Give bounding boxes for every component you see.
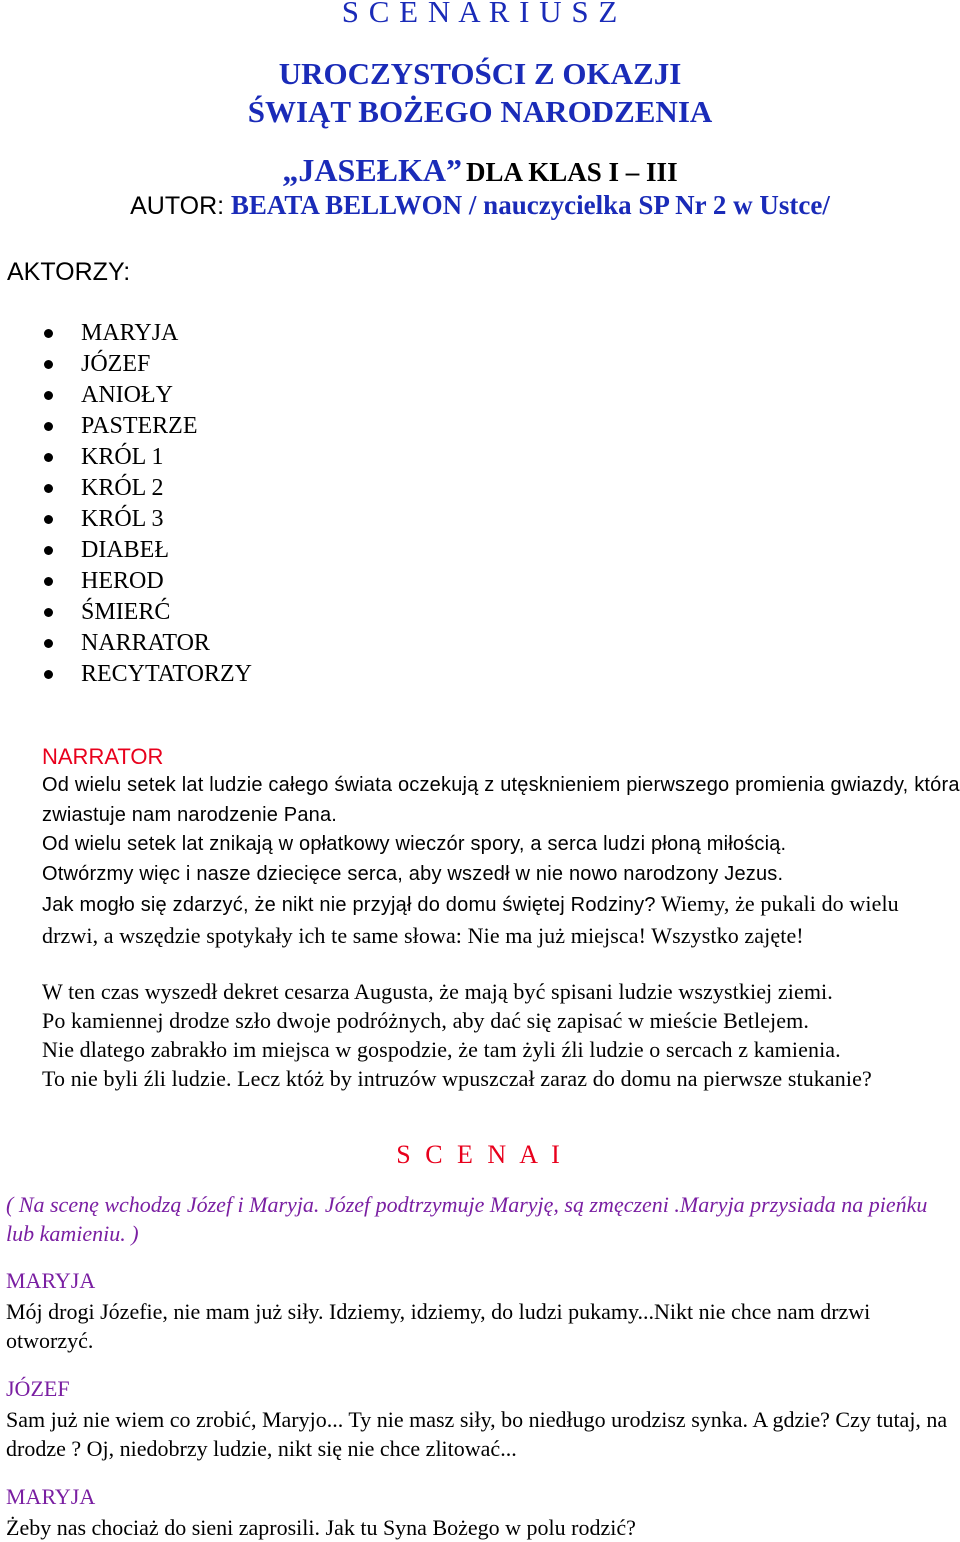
narrator-paragraph-7: Nie dlatego zabrakło im miejsca w gospodzie, że tam żyli źli ludzie o sercach z kamienia. — [42, 1037, 841, 1062]
list-item: HEROD — [0, 566, 252, 597]
list-item: MARYJA — [0, 318, 252, 349]
list-item: RECYTATORZY — [0, 659, 252, 690]
role-jozef: JÓZEF — [6, 1376, 70, 1401]
bullet-icon — [44, 608, 53, 617]
list-item: KRÓL 3 — [0, 504, 252, 535]
bullet-icon — [44, 546, 53, 555]
author-label: AUTOR: — [130, 192, 225, 220]
list-item: DIABEŁ — [0, 535, 252, 566]
list-item: PASTERZE — [0, 411, 252, 442]
actors-heading: AKTORZY: — [7, 258, 131, 286]
bullet-icon — [44, 453, 53, 462]
jaselka-line — [0, 152, 960, 189]
role-maryja: MARYJA — [6, 1268, 96, 1293]
narrator-paragraph-2: Od wielu setek lat znikają w opłatkowy wieczór spory, a serca ludzi płoną miłością. — [42, 833, 787, 855]
scene-heading: S C E N A I — [396, 1140, 564, 1169]
list-item: JÓZEF — [0, 349, 252, 380]
bullet-icon — [44, 329, 53, 338]
list-item: KRÓL 1 — [0, 442, 252, 473]
narrator-heading: NARRATOR — [42, 744, 164, 769]
narrator-paragraph-8: To nie byli źli ludzie. Lecz któż by intruzów wpuszczał zaraz do domu na pierwsze stukanie? — [42, 1066, 872, 1091]
classes-label: DLA KLAS I – III — [466, 157, 678, 187]
list-item: ANIOŁY — [0, 380, 252, 411]
narrator-paragraph-1: Od wielu setek lat ludzie całego świata oczekują z utęsknieniem pierwszego promienia gwiazdy, która zwiastuje nam narodzenie Pana. — [42, 774, 960, 826]
speech-maryja: Żeby nas chociaż do sieni zaprosili. Jak tu Syna Bożego w polu rodzić? — [6, 1515, 636, 1540]
bullet-icon — [44, 639, 53, 648]
speech-jozef: Sam już nie wiem co zrobić, Maryjo... Ty nie masz siły, bo niedługo urodzisz synka. A gdzie? Czy tutaj, na drodze ? Oj, niedobrzy ludzie, nikt się nie chce zlitować... — [6, 1407, 948, 1461]
list-item: NARRATOR — [0, 628, 252, 659]
bullet-icon — [44, 360, 53, 369]
actors-list — [0, 318, 252, 690]
bullet-icon — [44, 670, 53, 679]
narrator-question: Jak mogło się zdarzyć, że nikt nie przyjął do domu świętej Rodziny? — [42, 894, 656, 916]
bullet-icon — [44, 577, 53, 586]
bullet-icon — [44, 391, 53, 400]
stage-direction: ( Na scenę wchodzą Józef i Maryja. Józef podtrzymuje Maryję, są zmęczeni .Maryja przysiada na pieńku lub kamieniu. ) — [6, 1192, 928, 1246]
author-value: BEATA BELLWON / nauczycielka SP Nr 2 w Ustce/ — [230, 190, 830, 220]
subtitle-line-1: UROCZYSTOŚCI Z OKAZJI — [278, 56, 682, 91]
narrator-paragraph-4 — [42, 889, 960, 951]
bullet-icon — [44, 515, 53, 524]
narrator-paragraph-6: Po kamiennej drodze szło dwoje podróżnych, aby dać się zapisać w mieście Betlejem. — [42, 1008, 809, 1033]
narrator-paragraph-3: Otwórzmy więc i nasze dziecięce serca, aby wszedł w nie nowo narodzony Jezus. — [42, 863, 784, 885]
narrator-paragraph-5: W ten czas wyszedł dekret cesarza Augusta, że mają być spisani ludzie wszystkiej ziemi. — [42, 979, 833, 1004]
document-title: S C E N A R I U S Z — [341, 0, 619, 29]
bullet-icon — [44, 484, 53, 493]
subtitle-line-2: ŚWIĄT BOŻEGO NARODZENIA — [247, 94, 713, 129]
list-item: KRÓL 2 — [0, 473, 252, 504]
role-maryja: MARYJA — [6, 1484, 96, 1509]
list-item: ŚMIERĆ — [0, 597, 252, 628]
narrator-answer: Wiemy, że pukali do wielu drzwi, a wszędzie spotykały ich te same słowa: Nie ma już miejsca! Wszystko zajęte! — [42, 891, 899, 948]
author-line — [0, 190, 960, 221]
bullet-icon — [44, 422, 53, 431]
jaselka-title: „JASEŁKA” — [282, 152, 462, 188]
speech-maryja: Mój drogi Józefie, nie mam już siły. Idziemy, idziemy, do ludzi pukamy...Nikt nie chce nam drzwi otworzyć. — [6, 1299, 871, 1353]
